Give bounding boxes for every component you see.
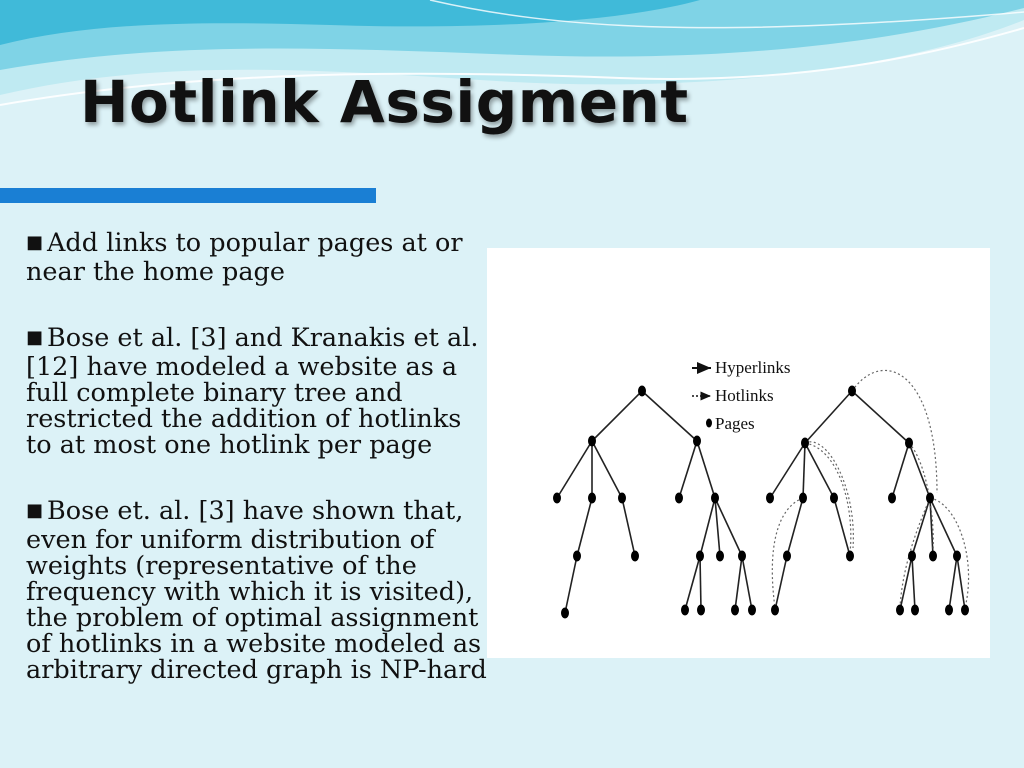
bullet-marker: ■ xyxy=(26,500,44,521)
title-underline-bar xyxy=(0,188,376,203)
right-tree-hotlinks xyxy=(772,370,968,608)
slide-title: Hotlink Assigment xyxy=(80,68,689,136)
bullet-text: Add links to popular pages at or near the home page xyxy=(26,228,463,287)
legend-hotlinks: Hotlinks xyxy=(715,386,774,405)
bullet-item xyxy=(26,498,488,683)
bullet-text: Bose et. al. [3] have shown that, even for uniform distribution of weights (representative of the frequency with which it is visited), the problem of optimal assignment of hotlinks in a website modeled as arbitrary directed graph is NP-hard xyxy=(26,496,487,685)
legend-hyperlinks: Hyperlinks xyxy=(715,358,791,377)
bullet-item xyxy=(26,230,488,285)
bullet-item xyxy=(26,325,488,458)
hotlink-tree-figure xyxy=(487,248,990,658)
bullet-marker: ■ xyxy=(26,232,44,253)
tree-diagram xyxy=(487,248,990,658)
bullet-list xyxy=(26,230,488,723)
right-tree-pages xyxy=(766,386,969,616)
legend xyxy=(692,358,791,433)
bullet-text: Bose et al. [3] and Kranakis et al. [12] have modeled a website as a full complete binary tree and restricted the addition of hotlinks to at most one hotlink per page xyxy=(26,323,479,460)
bullet-marker: ■ xyxy=(26,327,44,348)
page-legend-dot-icon xyxy=(706,419,712,428)
legend-pages: Pages xyxy=(715,414,755,433)
